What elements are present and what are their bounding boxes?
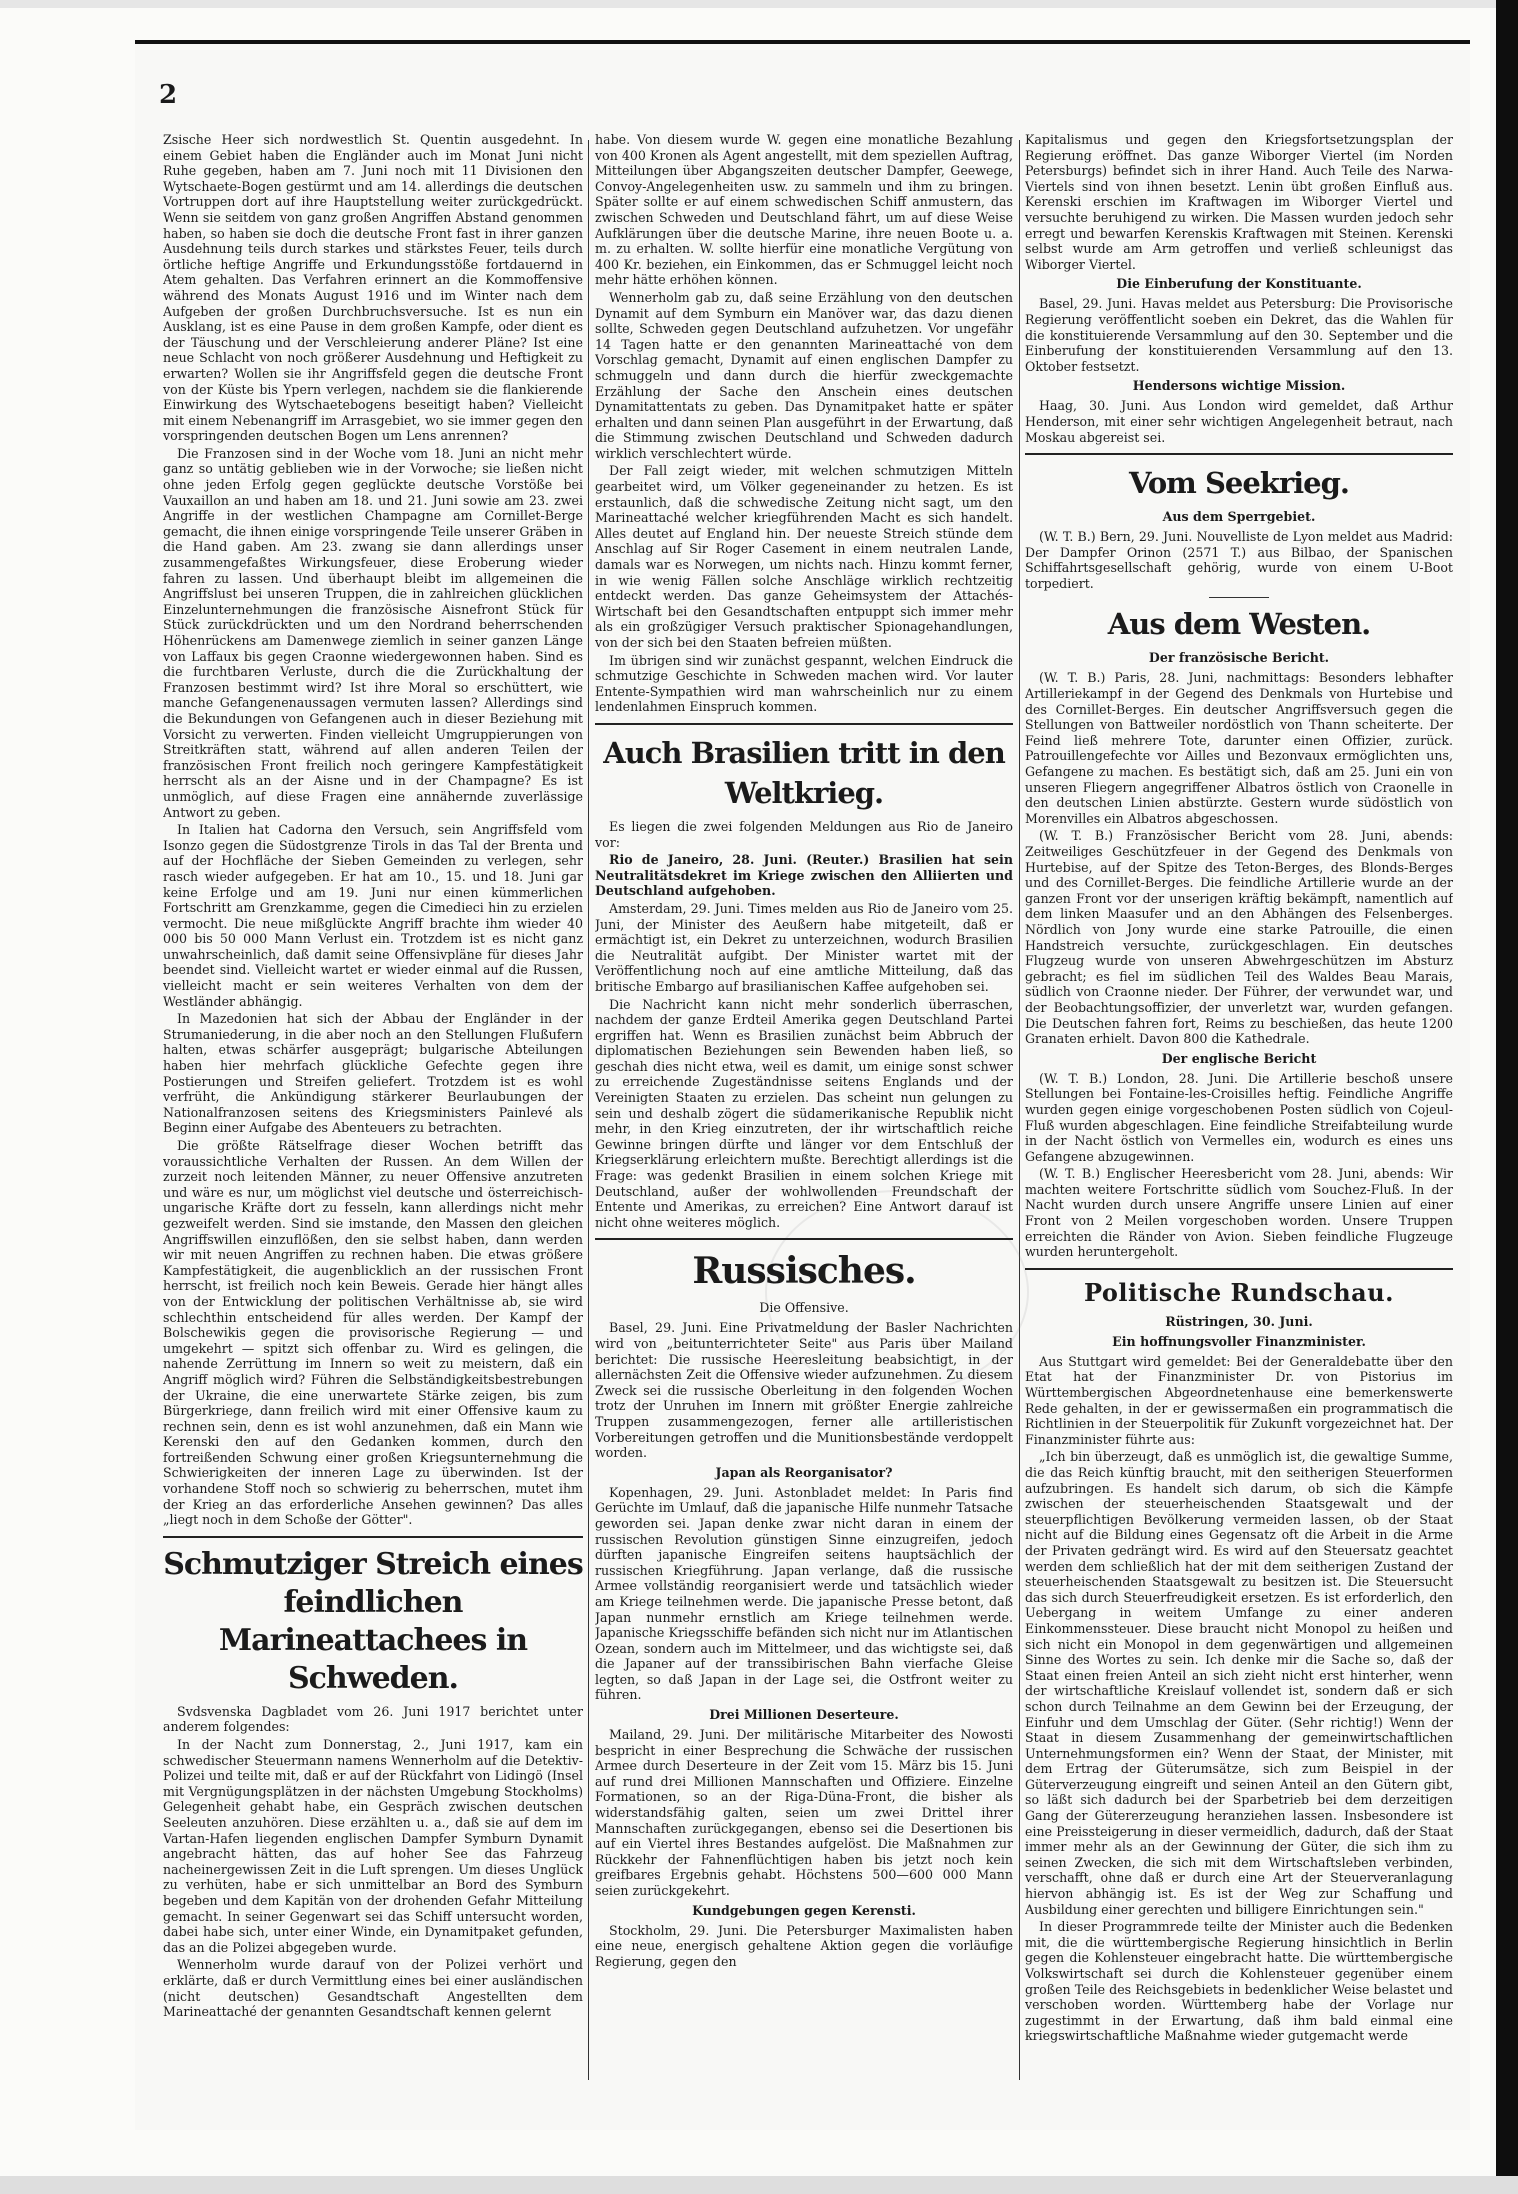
- col1-paragraph: In Mazedonien hat sich der Abbau der Engländer in der Strumaniederung, in die aber noch an den Stellungen Flußufern halten, etwas schärfer ausgeprägt; bulgarische Abteilungen haben hier mehrfach glückliche Gefechte gegen ihre Postierungen und Streifen geliefert. Trotzdem ist es wohl verfrüht, die Ankündigung stärkerer Beurlaubungen der Nationalfranzosen seitens des Kriegsministers Painlevé als Beginn einer Aufgabe des Abenteuers zu betrachten.: [163, 1011, 583, 1136]
- subhead-japan: Japan als Reorganisator?: [715, 1464, 893, 1480]
- headline-westen: Aus dem Westen.: [1107, 607, 1371, 642]
- subhead-henderson: Hendersons wichtige Mission.: [1132, 378, 1346, 394]
- subhead-konstituante: Die Einberufung der Konstituante.: [1116, 276, 1362, 292]
- headline-brasilien: Auch Brasilien tritt in den Weltkrieg.: [603, 735, 1005, 810]
- headline-russisches: Russisches.: [692, 1250, 916, 1293]
- col2-paragraph: Wennerholm gab zu, daß seine Erzählung von den deutschen Dynamit auf dem Symburn ein Manöver war, das dazu dienen sollte, Schweden gegen Deutschland aufzuhetzen. Vor ungefähr 14 Tagen hatte er den genannten Marineattaché von dem Vorschlag gemacht, Dynamit auf einen englischen Dampfer zu schmuggeln und dann durch die hierfür zweckgemachte Erzählung der Sache den Anschein eines deutschen Dynamitattentats zu geben. Das Dynamitpaket hatte er später erhalten und dann seinen Plan ausgeführt in der Erwartung, daß die Stimmung zwischen Deutschland und Schweden dadurch wirklich verschlechtert würde.: [595, 289, 1013, 461]
- col3-paragraph: Haag, 30. Juni. Aus London wird gemeldet, daß Arthur Henderson, mit einer sehr wichtigen Angelegenheit betraut, nach Moskau abgereist sei.: [1025, 398, 1453, 445]
- subhead-sperrgebiet: Aus dem Sperrgebiet.: [1162, 509, 1316, 525]
- col1-paragraph: Die Franzosen sind in der Woche vom 18. Juni an nicht mehr ganz so untätig geblieben wie in der Vorwoche; sie ließen nicht ohne jeden Erfolg gegen geglückte deutsche Vorstöße bei Vauxaillon an und haben am 18. und 21. Juni sowie am 23. zwei Angriffe in der westlichen Champagne am Cornillet-Berge gemacht, die ihnen einige vorspringende Teile unserer Gräben in die Hand gaben. Am 23. zwang sie dann allerdings unser zusammengefaßtes Wirkungsfeuer, diese Eroberung wieder fahren zu lassen. Und überhaupt bleibt im allgemeinen die Angriffslust bei unseren Truppen, die in zahlreichen glücklichen Einzelunternehmungen die französische Aisnefront Stück für Stück zurückdrückten und um den Nordrand beherrschenden Höhenrückens am Damenwege ziemlich in seiner ganzen Länge von Laffaux bis gegen Craonne wiedergewonnen haben. Sind es die furchtbaren Verluste, durch die die Zurückhaltung der Franzosen bestimmt wird? Ist ihre Moral so erschüttert, wie manche Gefangenenaussagen vermuten lassen? Allerdings sind die Bekundungen von Gefangenen auch in dieser Beziehung mit Vorsicht zu verwerten. Finden vielleicht Umgruppierungen von Streitkräften statt, während auf allen anderen Teilen der französischen Front freilich noch geringere Kampfestätigkeit herrscht als an der Aisne und in der Champagne? Es ist unmöglich, auf diese Fragen eine annähernde zuverlässige Antwort zu geben.: [163, 445, 583, 820]
- col2-paragraph: Amsterdam, 29. Juni. Times melden aus Rio de Janeiro vom 25. Juni, der Minister des Aeußern habe mitgeteilt, daß er ermächtigt ist, ein Dekret zu unterzeichnen, wodurch Brasilien die Neutralität aufgibt. Der Minister wartet mit der Veröffentlichung noch auf eine amtliche Mitteilung, daß das britische Embargo auf brasilianischen Kaffee aufgehoben sei.: [595, 900, 1013, 994]
- col2-paragraph: Mailand, 29. Juni. Der militärische Mitarbeiter des Nowosti bespricht in einer Besprechung die Schwäche der russischen Armee durch Deserteure in der Zeit vom 15. März bis 15. Juni auf rund drei Millionen Mannschaften und Offiziere. Einzelne Formationen, so an der Riga-Düna-Front, die bisher als widerstandsfähig galten, seien um zwei Drittel ihrer Mannschaften zurückgegangen, ebenso sei die Desertionen bis auf ein Viertel ihres Bestandes aufgelöst. Die Maßnahmen zur Rückkehr der Fahnenflüchtigen haben bis jetzt noch kein greifbares Ergebnis gehabt. Höchstens 500—600 000 Mann seien zurückgekehrt.: [595, 1727, 1013, 1898]
- scan-top-edge: [0, 0, 1518, 8]
- col2-paragraph: Es liegen die zwei folgenden Meldungen aus Rio de Janeiro vor:: [595, 818, 1013, 850]
- col2-paragraph: Rio de Janeiro, 28. Juni. (Reuter.) Brasilien hat sein Neutralitätsdekret im Kriege zwischen den Alliierten und Deutschland aufgehoben.: [595, 852, 1013, 899]
- col1-paragraph: Svdsvenska Dagbladet vom 26. Juni 1917 berichtet unter anderem folgendes:: [163, 1703, 583, 1735]
- headline-marineattache: Schmutziger Streich eines feindlichen Marineattachees in Schweden.: [163, 1546, 583, 1696]
- column-1: [163, 132, 583, 2087]
- col2-paragraph: Basel, 29. Juni. Eine Privatmeldung der Basler Nachrichten wird von „beitunterrichteter Seite" aus Paris über Mailand berichtet: Die russische Heeresleitung beabsichtigt, in der allernächsten Zeit die Offensive wieder aufzunehmen. Zu diesem Zweck sei die russische Oberleitung in den folgenden Wochen trotz der Unruhen im Innern mit größter Energie zahlreiche Truppen zusammengezogen, ferner alle artilleristischen Vorbereitungen getroffen und die Munitionsbestände verdoppelt worden.: [595, 1320, 1013, 1461]
- col1-paragraph: Wennerholm wurde darauf von der Polizei verhört und erklärte, daß er durch Vermittlung eines bei einer ausländischen (nicht deutschen) Gesandtschaft Angestellten dem Marineattaché der genannten Gesandtschaft kennen gelernt: [163, 1957, 583, 2020]
- col2-paragraph: Kopenhagen, 29. Juni. Astonbladet meldet: In Paris find Gerüchte im Umlauf, daß die japanische Hilfe nunmehr Tatsache geworden sei. Japan denke zwar nicht daran in einem der russischen Revolution günstigen Sinne einzugreifen, jedoch dürften japanische Eingreifen seitens hauptsächlich der russischen Kriegführung. Japan verlange, daß die russische Armee vollständig reorganisiert werde und tatsächlich wieder am Kriege teilnehmen werde. Die japanische Presse betont, daß Japan nunmehr ernstlich am Kriege teilnehmen werde. Japanische Kriegsschiffe befänden sich nicht nur im Atlantischen Ozean, sondern auch im Mittelmeer, und das wichtigste sei, daß die Japaner auf der transsibirischen Bahn vierfache Gleise legten, so daß Japan in der Lage sei, die Ostfront weiter zu führen.: [595, 1484, 1013, 1703]
- subhead-deserteure: Drei Millionen Deserteure.: [709, 1707, 899, 1723]
- subhead-kerenski: Kundgebungen gegen Kerensti.: [692, 1902, 916, 1918]
- col3-paragraph: (W. T. B.) Paris, 28. Juni, nachmittags: Besonders lebhafter Artilleriekampf in der Gegend des Denkmals von Hurtebise und des Cornillet-Berges. Ein deutscher Angriffsversuch gegen die Stellungen von Battweiler nordöstlich von Thann scheiterte. Der Feind ließ mehrere Tote, darunter einen Offizier, zurück. Patrouillengefechte vor Ailles und Bezonvaux ermöglichten uns, Gefangene zu machen. Es bestätigt sich, daß am 25. Juni ein von unseren Fliegern angegriffener Albatros östlich von Craonelle in den deutschen Linien abstürzte. Gestern wurde südöstlich von Morenvilles ein Albatros abgeschossen.: [1025, 670, 1453, 826]
- col3-paragraph: Kapitalismus und gegen den Kriegsfortsetzungsplan der Regierung eröffnet. Das ganze Wiborger Viertel (im Norden Petersburgs) befindet sich in ihrer Hand. Auch Teile des Narwa-Viertels sind von ihnen besetzt. Lenin übt großen Einfluß aus. Kerenski erschien im Kraftwagen im Wiborger Viertel und versuchte beruhigend zu wirken. Die Massen wurden jedoch sehr erregt und bewarfen Kerenskis Kraftwagen mit Steinen. Kerenski selbst wurde am Arm getroffen und verließ schleunigst das Wiborger Viertel.: [1025, 132, 1453, 272]
- column-2: [595, 132, 1013, 2087]
- col3-paragraph: Basel, 29. Juni. Havas meldet aus Petersburg: Die Provisorische Regierung veröffentlicht soeben ein Dekret, das die Wahlen für die konstituierende Versammlung auf den 30. September und die Einberufung der konstituierenden Versammlung auf den 13. Oktober festsetzt.: [1025, 296, 1453, 374]
- col3-paragraph: „Ich bin überzeugt, daß es unmöglich ist, die gewaltige Summe, die das Reich künftig braucht, mit den seitherigen Steuerformen aufzubringen. Es handelt sich darum, ob sich die Kämpfe zwischen der steuerheischenden Staatsgewalt und der steuerpflichtigen Bevölkerung vermeiden lassen, ob der Staat nicht auf die Bildung eines Gegensatz oft die Arbeit in die Arme der Privaten gedrängt wird. Es wird auf den Steuersatz geachtet werden dem schließlich hat der mit dem seitherigen Zustand der steuerheischenden Staatsgewalt zu besitzen ist. Die Steuersucht das sich durch Steuerfreudigkeit ersetzen. Es ist erforderlich, den Uebergang in weitem Umfange zu einer anderen Einkommenssteuer. Diese braucht nicht Monopol zu heißen und sich nicht ein Monopol in dem gegenwärtigen und allgemeinen Sinne des Wortes zu sein. Ich denke mir die Sache so, daß der Staat einen freien Anteil an sich zieht nicht erst hinterher, wenn der wirtschaftliche Kreislauf vollendet ist, sondern daß er sich schon durch Teilnahme an dem Gewinn bei der Erzeugung, der Einfuhr und dem Umschlag der Güter. (Sehr richtig!) Wenn der Staat in diesem Zusammenhang der gemeinwirtschaftlichen Unternehmungsformen ein? Wenn der Staat, der Minister, mit dem Ertrag der Güterumsätze, sich zum Beispiel in der Güterverzeugung eingreift und seinen Anteil an den Gütern gibt, so läßt sich dadurch bei der Sparbetrieb bei dem derzeitigen Gang der Gütererzeugung heranziehen lassen. Insbesondere ist eine Preissteigerung in dieser vermeidlich, dadurch, daß der Staat immer mehr als an der Gewinnung der Güter, die sich ihm zu seinen Zwecken, die sich mit dem Wirtschaftsleben verbinden, verschafft, ohne daß er durch eine Art der Steuerveranlagung hiervon abhängig ist. Es ist der Weg zur Schaffung und Ausbildung einer gerechten und billigere Einrichtungen sein.": [1025, 1449, 1453, 1917]
- subhead-finanzminister: Ein hoffnungsvoller Finanzminister.: [1112, 1333, 1366, 1349]
- col3-paragraph: (W. T. B.) Französischer Bericht vom 28. Juni, abends: Zeitweiliges Geschützfeuer in der Gegend des Denkmals von Hurtebise, auf der Spitze des Teton-Berges, des Blonds-Berges und des Cornillet-Berges. Die feindliche Artillerie wurde an der ganzen Front vor der unserigen kräftig bekämpft, namentlich auf dem linken Maasufer und an den Abhängen des Felsenberges. Nördlich von Jony wurde eine starke Patrouille, die einen Handstreich versuchte, zurückgeschlagen. Ein deutsches Flugzeug wurde von unseren Abwehrgeschützen im Absturz gebracht; es fiel im südlichen Teil des Waldes Beau Marais, südlich von Craonne nieder. Der Führer, der verwundet war, und der Beobachtungsoffizier, der unverletzt war, wurden gefangen. Die Deutschen fahren fort, Reims zu beschießen, das heute 1200 Granaten erhielt. Davon 800 die Kathedrale.: [1025, 828, 1453, 1047]
- column-rule-2: [1019, 140, 1020, 2080]
- scan-right-edge: [1496, 0, 1518, 2194]
- newspaper-page: [135, 40, 1470, 2130]
- scan-bottom-edge: [0, 2176, 1518, 2194]
- col2-paragraph: Im übrigen sind wir zunächst gespannt, welchen Eindruck die schmutzige Geschichte in Schweden machen wird. Vor lauter Entente-Sympathien wird man wahrscheinlich nur zu einem lendenlahmen Einspruch kommen.: [595, 652, 1013, 715]
- column-3: [1025, 132, 1453, 2087]
- headline-seekrieg: Vom Seekrieg.: [1128, 466, 1350, 501]
- section-divider: [163, 1536, 583, 1538]
- section-divider: [595, 1238, 1013, 1240]
- short-divider: [1209, 597, 1269, 598]
- top-rule: [135, 40, 1470, 44]
- col3-paragraph: (W. T. B.) Bern, 29. Juni. Nouvelliste de Lyon meldet aus Madrid: Der Dampfer Orinon (2571 T.) aus Bilbao, der Spanischen Schiffahrtsgesellschaft gehörig, wurde von einem U-Boot torpediert.: [1025, 529, 1453, 591]
- subhead-offensive: Die Offensive.: [759, 1300, 849, 1316]
- column-rule-1: [588, 140, 589, 2080]
- col1-paragraph: Zsische Heer sich nordwestlich St. Quentin ausgedehnt. In einem Gebiet haben die Engländer auch im Monat Juni nicht Ruhe gegeben, haben am 7. Juni noch mit 11 Divisionen den Wytschaete-Bogen gestürmt und am 14. allerdings die deutschen Vortruppen dort auf ihre Hauptstellung weiter zurückgedrückt. Wenn sie seitdem von ganz großen Angriffen Abstand genommen haben, so haben sie doch die deutsche Front fast in ihrer ganzen Ausdehnung teils durch starkes und stärkstes Feuer, teils durch örtliche heftige Angriffe und Erkundungsstöße fortdauernd in Atem gehalten. Das Verfahren erinnert an die Kommoffensive während des Monats August 1916 und im Winter nach dem Aufgeben der großen Durchbruchsversuche. Ist es nun ein Ausklang, ist es eine Pause in dem großen Kampfe, oder dient es der Täuschung und der Verschleierung anderer Pläne? Ist eine neue Schlacht von noch größerer Ausdehnung und Heftigkeit zu erwarten? Wollen sie ihr Angriffsfeld gegen die deutsche Front von der Küste bis Ypern verlegen, nachdem sie die flankierende Einwirkung des Wytschaetebogens beseitigt haben? Vielleicht mit einem Nebenangriff im Arrasgebiet, wo sie immer gegen den vorspringenden deutschen Bogen um Lens anrennen?: [163, 132, 583, 444]
- col1-paragraph: In der Nacht zum Donnerstag, 2., Juni 1917, kam ein schwedischer Steuermann namens Wennerholm auf die Detektiv-Polizei und teilte mit, daß er auf der Rückfahrt von Lidingö (Insel mit Vergnügungsplätzen in der nächsten Umgebung Stockholms) Gelegenheit gehabt habe, ein Gespräch zwischen deutschen Seeleuten anzuhören. Diese erzählten u. a., daß sie auf dem im Vartan-Hafen liegenden englischen Dampfer Symburn Dynamit angebracht hätten, das auf hoher See das Fahrzeug nacheinergewissen Zeit in die Luft sprengen. Um dieses Unglück zu verhüten, habe er sich unmittelbar an Bord des Symburn begeben und dem Kapitän von der drohenden Gefahr Mitteilung gemacht. In seiner Gegenwart sei das Schiff untersucht worden, dabei habe sich, unter einer Winde, ein Dynamitpaket gefunden, das an die Polizei abgegeben wurde.: [163, 1737, 583, 1955]
- section-divider: [1025, 453, 1453, 455]
- headline-rundschau: Politische Rundschau.: [1083, 1277, 1395, 1307]
- col1-paragraph: In Italien hat Cadorna den Versuch, sein Angriffsfeld vom Isonzo gegen die Südostgrenze Tirols in das Tal der Brenta und auf der Hochfläche der Sieben Gemeinden zu verlegen, sehr rasch wieder aufgegeben. Er hat am 10., 15. und 18. Juni gar keine Erfolge und am 19. Juni nur einen kümmerlichen Fortschritt am Grenzkamme, gegen die Cimedieci hin zu erzielen vermocht. Die neue mißglückte Angriff brachte ihm wieder 40 000 bis 50 000 Mann Verlust ein. Trotzdem ist es nicht ganz unwahrscheinlich, daß damit seine Offensivpläne für dieses Jahr beendet sind. Vielleicht wartet er wieder einmal auf die Russen, vielleicht macht er sein weiteres Verhalten von dem der Westländer abhängig.: [163, 822, 583, 1009]
- section-divider: [1025, 1268, 1453, 1270]
- col2-paragraph: habe. Von diesem wurde W. gegen eine monatliche Bezahlung von 400 Kronen als Agent angestellt, mit dem speziellen Auftrag, Mitteilungen über Abgangszeiten deutscher Dampfer, Geewege, Convoy-Angelegenheiten usw. zu sammeln und ihm zu bringen. Später sollte er auf einem schwedischen Schiff anmustern, das zwischen Schweden und Deutschland fährt, um auf diese Weise Aufklärungen über die deutsche Marine, ihre neuen Boote u. a. m. zu erhalten. W. sollte hierfür eine monatliche Vergütung von 400 Kr. beziehen, ein Einkommen, das er Schmuggel leicht noch mehr hätte erhöhen können.: [595, 132, 1013, 288]
- col3-paragraph: Aus Stuttgart wird gemeldet: Bei der Generaldebatte über den Etat hat der Finanzminister Dr. von Pistorius im Württembergischen Abgeordnetenhause eine bemerkenswerte Rede gehalten, in der er gewissermaßen ein programmatisch die Richtlinien in der Steuerpolitik für Zukunft vorgezeichnet hat. Der Finanzminister führte aus:: [1025, 1353, 1453, 1447]
- col2-paragraph: Die Nachricht kann nicht mehr sonderlich überraschen, nachdem der ganze Erdteil Amerika gegen Deutschland Partei ergriffen hat. Wenn es Brasilien zunächst beim Abbruch der diplomatischen Beziehungen sein Bewenden haben ließ, so geschah dies nicht etwa, weil es damit, um einige sonst schwer zu erreichende Zugeständnisse seitens Englands und der Vereinigten Staaten zu erzielen. Das scheint nun gelungen zu sein und deshalb zögert die südamerikanische Republik nicht mehr, in den Krieg einzutreten, der ihr wirtschaftlich reiche Gewinne bringen dürfte und länger vor dem Entschluß der Kriegserklärung erleichtern mußte. Berechtigt allerdings ist die Frage: was gedenkt Brasilien in einem solchen Kriege mit Deutschland, außer der wohlwollenden Freundschaft der Entente und Amerikas, zu erreichen? Eine Antwort darauf ist nicht ohne weiteres möglich.: [595, 996, 1013, 1230]
- page-number: 2: [159, 80, 178, 110]
- subhead-engl-bericht: Der englische Bericht: [1161, 1050, 1317, 1066]
- dateline: Rüstringen, 30. Juni.: [1165, 1313, 1313, 1329]
- col3-paragraph: (W. T. B.) London, 28. Juni. Die Artillerie beschoß unsere Stellungen bei Fontaine-les-Croisilles heftig. Feindliche Angriffe wurden gegen einige vorgeschobenen Posten südlich von Cojeul-Fluß wurden abgeschlagen. Eine feindliche Streifabteilung wurde in der Nacht östlich von Vermelles ein, wodurch es eines uns Gefangene abzugewinnen.: [1025, 1070, 1453, 1164]
- col2-paragraph: Stockholm, 29. Juni. Die Petersburger Maximalisten haben eine neue, energisch gehaltene Aktion gegen die vorläufige Regierung, gegen den: [595, 1922, 1013, 1969]
- section-divider: [595, 723, 1013, 725]
- col3-paragraph: (W. T. B.) Englischer Heeresbericht vom 28. Juni, abends: Wir machten weitere Fortschritte südlich vom Souchez-Fluß. In der Nacht wurden durch unsere Angriffe unsere Linien auf einer Front von 2 Meilen vorgeschoben worden. Unsere Truppen erreichten die Ränder von Avion. Sieben feindliche Flugzeuge wurden heruntergeholt.: [1025, 1166, 1453, 1260]
- subhead-franz-bericht: Der französische Bericht.: [1148, 650, 1330, 666]
- col2-paragraph: Der Fall zeigt wieder, mit welchen schmutzigen Mitteln gearbeitet wird, um Völker gegeneinander zu hetzen. Es ist erstaunlich, daß die schwedische Zeitung nicht sagt, um den Marineattaché welcher kriegführenden Macht es sich handelt. Alles deutet auf England hin. Der neueste Streich stünde dem Anschlag auf Sir Roger Casement in einem neutralen Lande, damals war es Norwegen, um nichts nach. Hinzu kommt ferner, in wie wenig Fällen solche Anschläge wirklich rechtzeitig entdeckt werden. Das ganze Geheimsystem der Attachés-Wirtschaft bei den Gesandtschaften entpuppt sich immer mehr als ein großzügiger Versuch praktischer Spionagehandlungen, von der sich bei den Staaten befreien müßten.: [595, 463, 1013, 650]
- col1-paragraph: Die größte Rätselfrage dieser Wochen betrifft das voraussichtliche Verhalten der Russen. An dem Willen der zurzeit noch leitenden Männer, zu neuer Offensive anzutreten und wäre es nur, um möglichst viel deutsche und österreichisch-ungarische Kräfte dort zu fesseln, kann allerdings nicht mehr gezweifelt werden. Sind sie imstande, den Massen den gleichen Angriffswillen einzuflößen, den sie selbst haben, dann werden wir mit neuen Angriffen zu rechnen haben. Die etwas größere Kampfestätigkeit, die augenblicklich an der russischen Front herrscht, ist freilich noch kein Beweis. Gerade hier hängt alles von der Entwicklung der politischen Verhältnisse ab, sie wird schlechthin entscheidend für alles werden. Der Kampf der Bolschewikis gegen die provisorische Regierung — und umgekehrt — spitzt sich offenbar zu. Wird es gelingen, die nahende Zerrüttung im Innern so weit zu meistern, daß ein Angriff möglich wird? Führen die Selbständigkeitsbestrebungen der Ukraine, die eine unerwartete Stärke zeigen, bis zum Bürgerkriege, dann freilich wird mit einer Offensive kaum zu rechnen sein, denn es ist wohl anzunehmen, daß ein Mann wie Kerenski den auf den Gedanken kommen, durch den fortreißenden Schwung einer großen Kriegsunternehmung die Schwierigkeiten der inneren Lage zu überwinden. Ist der vorhandene Stoff noch so schwierig zu beherrschen, mutet ihm der Krieg an das erforderliche Ansehen gewinnen? Das alles „liegt noch in dem Schoße der Götter".: [163, 1138, 583, 1528]
- col3-paragraph: In dieser Programmrede teilte der Minister auch die Bedenken mit, die die württembergische Regierung hinsichtlich in Berlin gegen die Kohlensteuer eingebracht hatte. Die württembergische Volkswirtschaft sei durch die Kohlensteuer gegenüber einem großen Teile des Reichsgebiets in bedenklicher Weise belastet und verschoben worden. Württemberg habe der Vorlage nur zugestimmt in der Erwartung, daß ihm bald einmal eine kriegswirtschaftliche Maßnahme wieder gutgemacht werde: [1025, 1919, 1453, 2044]
